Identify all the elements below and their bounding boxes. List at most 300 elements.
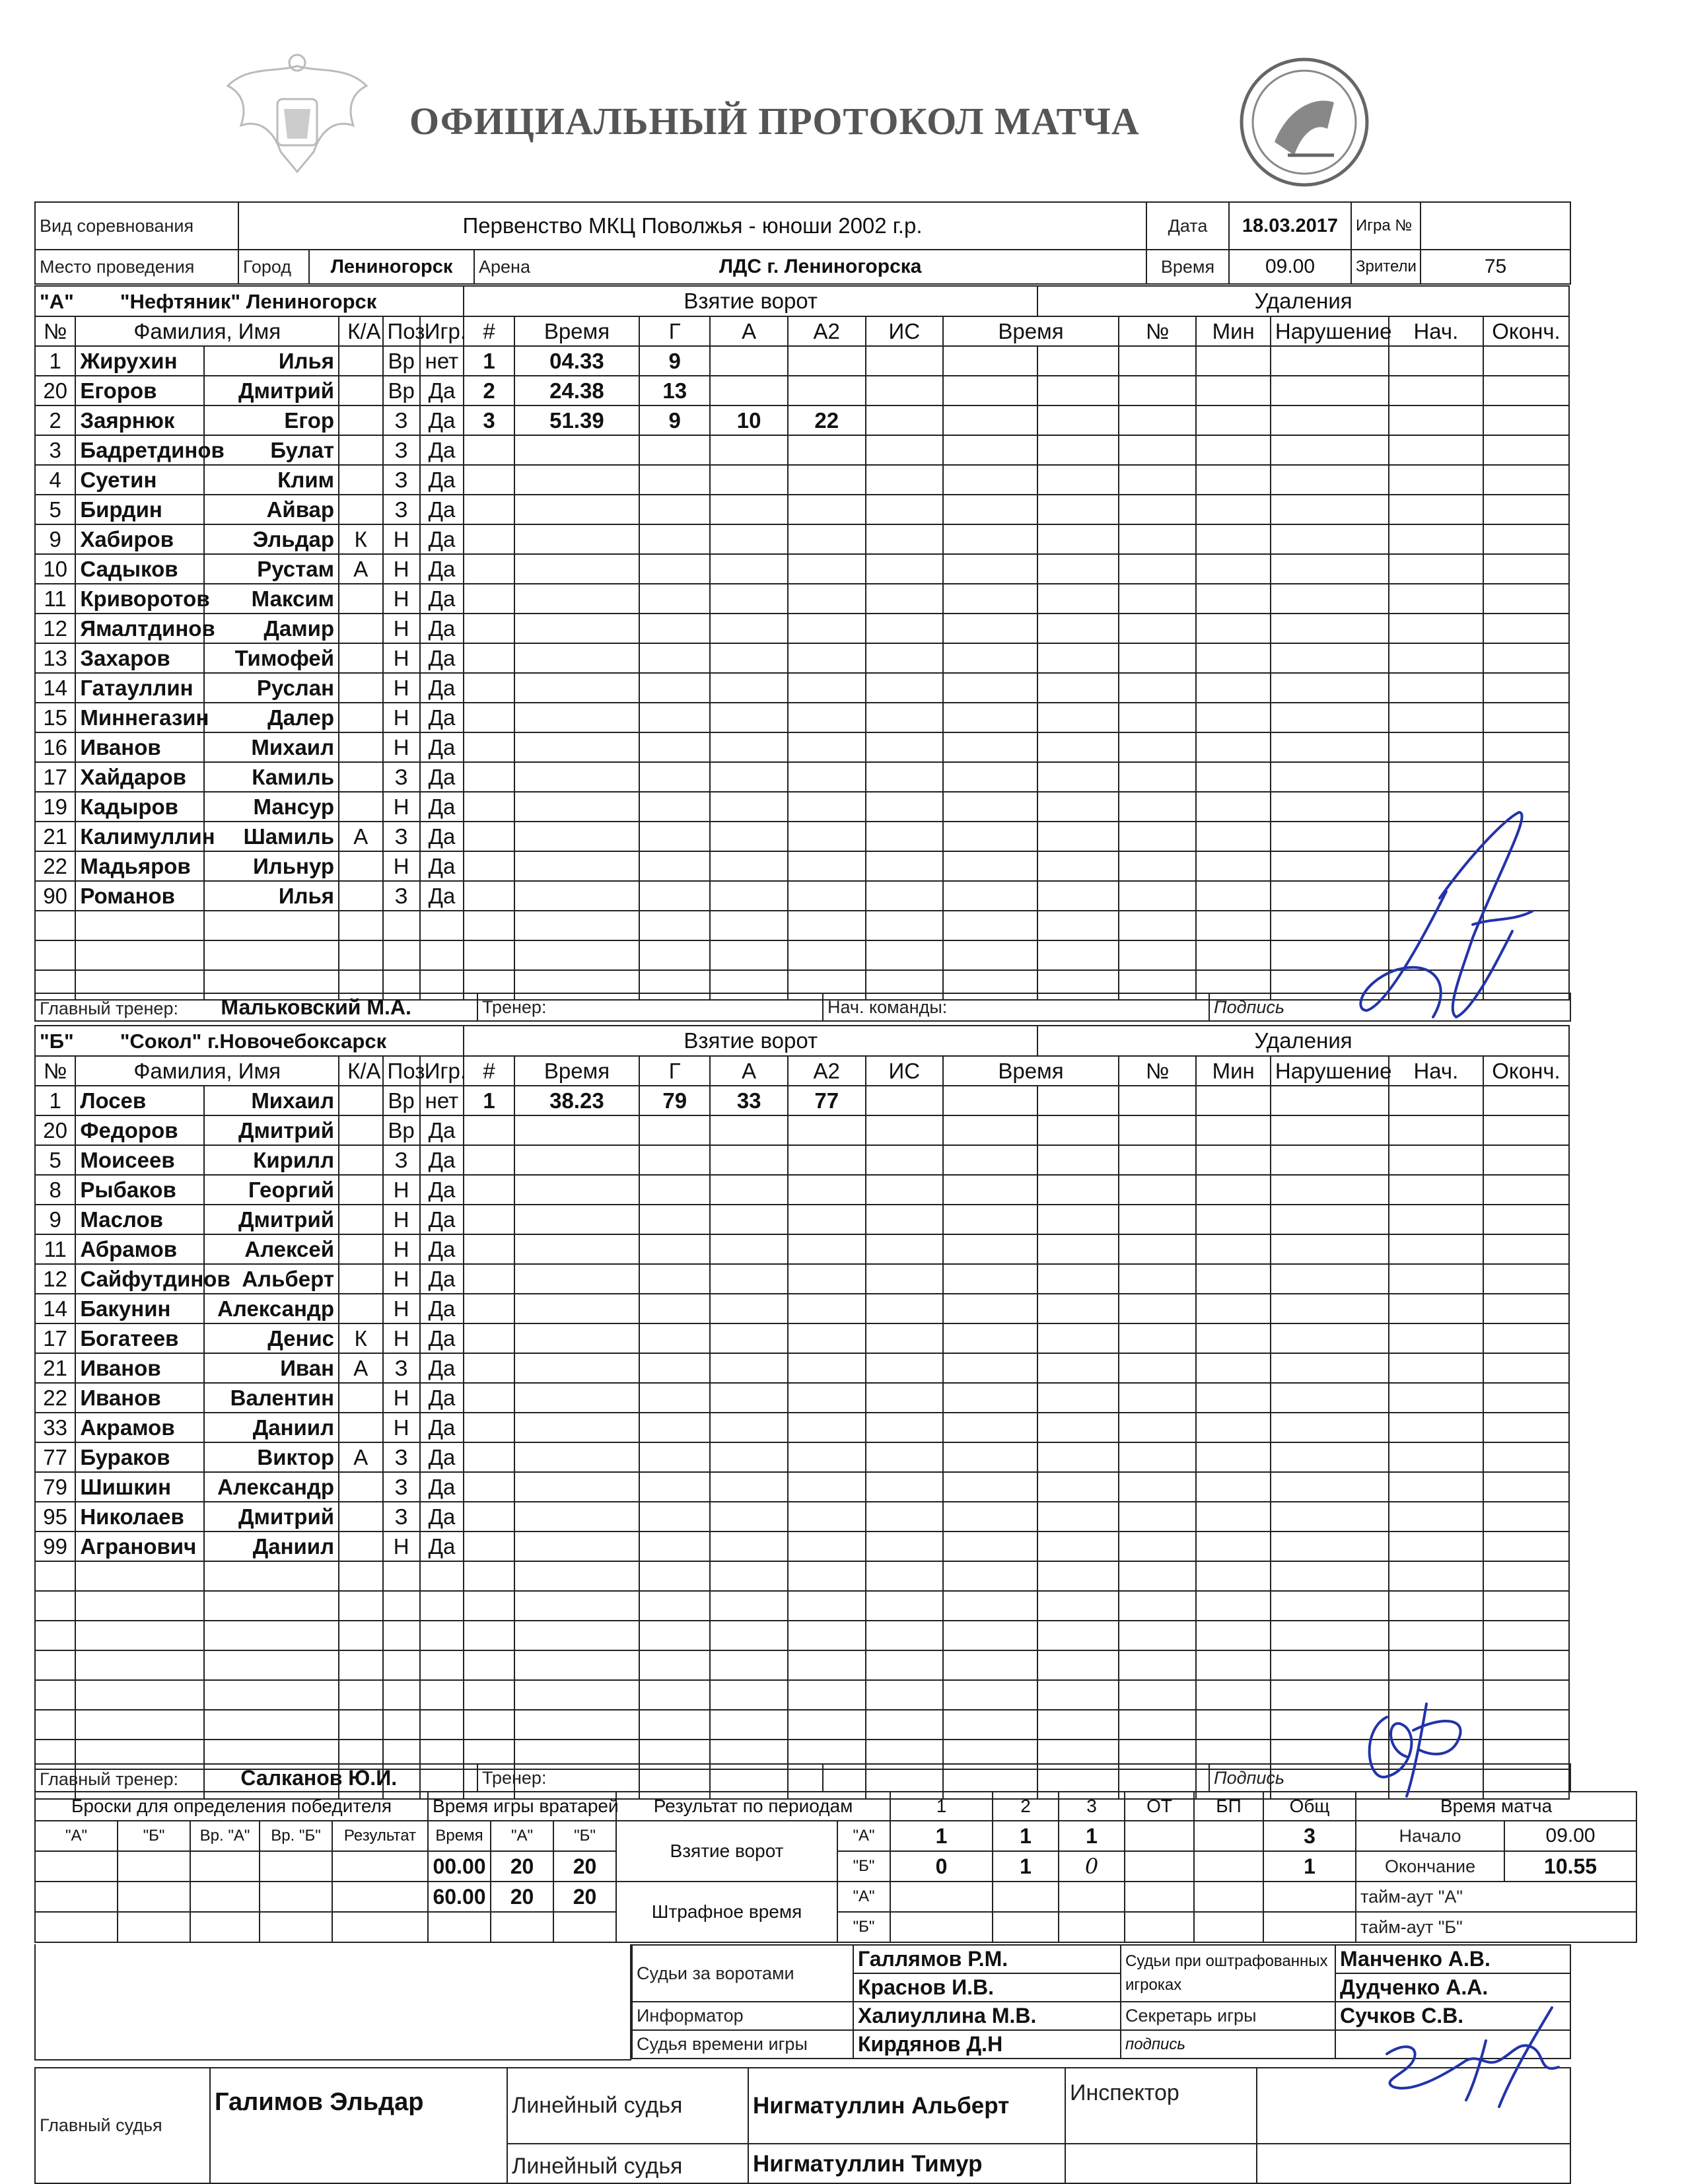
- team-b-goal-g: [639, 1175, 710, 1205]
- team-b-goal-n: [464, 1264, 514, 1294]
- goalie-row-1-time: 00.00: [428, 1851, 491, 1882]
- team-a-penalty-cell: [1196, 792, 1270, 822]
- team-a-penalty-cell: [1196, 376, 1270, 405]
- team-b-goal-a2: [788, 1680, 866, 1710]
- team-a-no: 20: [35, 376, 75, 405]
- team-b-ka: [339, 1472, 382, 1502]
- team-a-goal-n: [464, 524, 514, 554]
- team-a-penalty-cell: [1037, 732, 1119, 762]
- team-a-first: Егор: [204, 405, 339, 435]
- team-a-last: Криворотов: [75, 584, 203, 614]
- arena-value: ЛДС г. Лениногорска: [719, 256, 922, 277]
- team-a-coach: Мальковский М.А.: [221, 995, 411, 1019]
- team-a-penalty-cell: [1119, 940, 1197, 970]
- team-a-player-row: [35, 554, 1569, 584]
- team-a-plays: Да: [420, 881, 464, 911]
- team-a-goal-time: [514, 673, 639, 703]
- team-a-sign-label: Подпись: [1209, 993, 1570, 1021]
- team-a-goal-g: [639, 643, 710, 673]
- team-b-penalty-cell: [1119, 1353, 1197, 1383]
- team-b-penalty-cell: [1196, 1353, 1270, 1383]
- team-b-plays: [420, 1710, 464, 1740]
- team-b-goal-a2: [788, 1234, 866, 1264]
- team-b-penalty-cell: [1483, 1175, 1569, 1205]
- team-b-pos: З: [383, 1502, 420, 1532]
- team-b-plays: Да: [420, 1532, 464, 1561]
- team-a-coach-label: Главный тренер:: [40, 998, 178, 1018]
- team-b-plays: Да: [420, 1413, 464, 1442]
- team-b-goal-is: [866, 1175, 944, 1205]
- team-b-ka: [339, 1502, 382, 1532]
- team-b-goal-n: [464, 1680, 514, 1710]
- penalty-judge-2: Дудченко А.А.: [1335, 1973, 1570, 2002]
- team-a-ka: А: [339, 822, 382, 851]
- team-a-first: Эльдар: [204, 524, 339, 554]
- team-b-penalty-cell: [1389, 1086, 1483, 1115]
- score-a-total: 3: [1263, 1821, 1356, 1851]
- team-b-penalty-cell: [1389, 1502, 1483, 1532]
- team-b-goal-n: [464, 1115, 514, 1145]
- team-b-empty-row: [35, 1561, 1569, 1591]
- team-a-ka: [339, 881, 382, 911]
- team-b-last: Сайфутдинов: [75, 1264, 203, 1294]
- team-a-player-row: [35, 762, 1569, 792]
- team-a-goal-n: [464, 881, 514, 911]
- team-b-penalty-cell: [1196, 1532, 1270, 1561]
- team-b-goal-is: [866, 1591, 944, 1621]
- team-a-penalty-cell: [1389, 673, 1483, 703]
- team-a-goal-is: [866, 940, 944, 970]
- team-b-penalty-cell: [1483, 1264, 1569, 1294]
- team-b-penalty-cell: [1271, 1413, 1389, 1442]
- team-b-goal-is: [866, 1472, 944, 1502]
- team-a-col-no: №: [35, 316, 75, 346]
- team-b-player-row: [35, 1205, 1569, 1234]
- team-b-penalty-cell: [1483, 1323, 1569, 1353]
- team-b-goal-a2: [788, 1472, 866, 1502]
- team-a-col-a2: А2: [788, 316, 866, 346]
- team-b-last: Акрамов: [75, 1413, 203, 1442]
- team-b-no: 5: [35, 1145, 75, 1175]
- team-b-pos: [383, 1650, 420, 1680]
- team-a-player-row: [35, 881, 1569, 911]
- team-a-penalty-cell: [1271, 495, 1389, 524]
- team-b-plays: Да: [420, 1353, 464, 1383]
- team-a-penalty-cell: [1037, 911, 1119, 940]
- team-a-pos: З: [383, 881, 420, 911]
- team-a-plays: [420, 911, 464, 940]
- team-a-penalty-cell: [943, 940, 1037, 970]
- team-a-goal-is: [866, 851, 944, 881]
- team-b-penalty-cell: [1196, 1591, 1270, 1621]
- team-b-penalty-cell: [1483, 1234, 1569, 1264]
- team-b-goal-a2: [788, 1621, 866, 1650]
- team-a-plays: Да: [420, 435, 464, 465]
- team-a-goal-time: [514, 524, 639, 554]
- team-a-no: 10: [35, 554, 75, 584]
- team-a-goal-time: 24.38: [514, 376, 639, 405]
- team-a-goal-is: [866, 673, 944, 703]
- team-a-first: Дамир: [204, 614, 339, 643]
- team-b-goal-a: [710, 1413, 788, 1442]
- team-b-goal-a: [710, 1442, 788, 1472]
- team-a-goal-a2: [788, 911, 866, 940]
- team-a-penalty-cell: [1271, 405, 1389, 435]
- team-a-penalty-cell: [1037, 495, 1119, 524]
- team-a-first: Михаил: [204, 732, 339, 762]
- team-b-no: [35, 1650, 75, 1680]
- team-a-penalty-cell: [1119, 822, 1197, 851]
- informer: Халиуллина М.В.: [853, 2002, 1121, 2030]
- team-a-goals-title: Взятие ворот: [464, 286, 1037, 316]
- team-b-penalty-cell: [1119, 1680, 1197, 1710]
- team-b-plays: Да: [420, 1234, 464, 1264]
- team-b-penalty-cell: [943, 1413, 1037, 1442]
- team-b-penalty-cell: [1196, 1680, 1270, 1710]
- team-b-penalty-cell: [1119, 1205, 1197, 1234]
- team-b-penalty-cell: [1389, 1472, 1483, 1502]
- team-b-penalty-cell: [1037, 1294, 1119, 1323]
- goalie-row-2-a: 20: [491, 1882, 553, 1912]
- team-b-goal-a2: [788, 1323, 866, 1353]
- team-b-penalty-cell: [1196, 1175, 1270, 1205]
- team-b-penalty-cell: [1271, 1561, 1389, 1591]
- summary-pim-label: Штрафное время: [616, 1882, 837, 1942]
- team-b-plays: Да: [420, 1323, 464, 1353]
- team-a-penalty-cell: [1119, 405, 1197, 435]
- team-a-penalty-cell: [1483, 524, 1569, 554]
- team-a-col-goal-no: #: [464, 316, 514, 346]
- team-b-pos: [383, 1591, 420, 1621]
- team-b-pos: Вр: [383, 1086, 420, 1115]
- team-a-last: Заярнюк: [75, 405, 203, 435]
- arena-label: Арена: [479, 256, 530, 277]
- team-a-penalty-cell: [943, 911, 1037, 940]
- team-b-empty-row: [35, 1710, 1569, 1740]
- team-a-ka: [339, 911, 382, 940]
- team-b-penalty-cell: [1389, 1383, 1483, 1413]
- team-a-penalty-cell: [1271, 346, 1389, 376]
- team-b-penalty-cell: [1271, 1086, 1389, 1115]
- team-a-goal-is: [866, 376, 944, 405]
- team-a-goal-n: [464, 703, 514, 732]
- team-b-penalty-cell: [1389, 1145, 1483, 1175]
- team-a-no: 5: [35, 495, 75, 524]
- team-a-last: [75, 940, 203, 970]
- team-b-goal-is: [866, 1323, 944, 1353]
- team-a-plays: нет: [420, 346, 464, 376]
- team-b-pos: Н: [383, 1205, 420, 1234]
- team-a-goal-a2: [788, 762, 866, 792]
- team-a-col-time: Время: [514, 316, 639, 346]
- team-a-col-name: Фамилия, Имя: [75, 316, 339, 346]
- team-b-penalty-cell: [1119, 1710, 1197, 1740]
- team-b-goal-n: [464, 1710, 514, 1740]
- team-a-player-row: [35, 435, 1569, 465]
- team-a-name: "Нефтяник" Лениногорск: [120, 290, 377, 313]
- team-a-ka: [339, 614, 382, 643]
- team-a-col-pen-inf: Нарушение: [1271, 316, 1389, 346]
- team-a-goal-time: [514, 732, 639, 762]
- team-b-plays: [420, 1591, 464, 1621]
- team-a-goal-n: [464, 554, 514, 584]
- team-a-col-pos: Поз: [383, 316, 420, 346]
- team-a-penalty-cell: [1196, 703, 1270, 732]
- team-a-no: 2: [35, 405, 75, 435]
- team-a-penalty-cell: [943, 792, 1037, 822]
- team-b-penalty-cell: [1196, 1650, 1270, 1680]
- team-b-no: 9: [35, 1205, 75, 1234]
- team-b-penalty-cell: [1271, 1650, 1389, 1680]
- team-a-penalty-cell: [1196, 554, 1270, 584]
- team-a-goal-time: [514, 822, 639, 851]
- team-b-no: 12: [35, 1264, 75, 1294]
- team-b-plays: Да: [420, 1472, 464, 1502]
- team-a-penalty-cell: [1483, 465, 1569, 495]
- team-b-no: [35, 1621, 75, 1650]
- team-b-penalty-cell: [1483, 1561, 1569, 1591]
- team-b-title-cell: [35, 1026, 464, 1056]
- team-a-goal-is: [866, 584, 944, 614]
- team-b-goal-a: 33: [710, 1086, 788, 1115]
- shootout-col-result: Результат: [332, 1821, 428, 1851]
- team-a-penalty-cell: [1389, 732, 1483, 762]
- team-a-penalty-cell: [943, 495, 1037, 524]
- team-b-penalty-cell: [1271, 1115, 1389, 1145]
- team-b-penalty-cell: [943, 1145, 1037, 1175]
- score-a-bp: [1194, 1821, 1263, 1851]
- goalie-col-time: Время: [428, 1821, 491, 1851]
- team-a-penalty-cell: [1196, 643, 1270, 673]
- team-b-plays: Да: [420, 1264, 464, 1294]
- team-b-col-pen-start: Нач.: [1389, 1056, 1483, 1086]
- team-a-first: Далер: [204, 703, 339, 732]
- team-b-penalty-cell: [1196, 1502, 1270, 1532]
- team-a-penalty-cell: [1037, 524, 1119, 554]
- team-b-goal-is: [866, 1561, 944, 1591]
- team-a-goal-a: [710, 792, 788, 822]
- team-a-goal-time: [514, 940, 639, 970]
- team-a-penalty-cell: [1389, 465, 1483, 495]
- team-a-no: 3: [35, 435, 75, 465]
- team-a-pos: Н: [383, 851, 420, 881]
- team-a-penalty-cell: [1483, 435, 1569, 465]
- team-a-ka: [339, 643, 382, 673]
- team-a-goal-time: [514, 465, 639, 495]
- team-a-goal-g: [639, 732, 710, 762]
- team-a-no: 90: [35, 881, 75, 911]
- match-time-label: Время матча: [1356, 1792, 1636, 1821]
- team-a-goal-g: [639, 524, 710, 554]
- team-b-no: 77: [35, 1442, 75, 1472]
- team-a-goal-is: [866, 732, 944, 762]
- team-b-plays: Да: [420, 1294, 464, 1323]
- team-b-ka: [339, 1413, 382, 1442]
- team-b-plays: [420, 1680, 464, 1710]
- venue-label: Место проведения: [35, 250, 238, 284]
- team-b-goal-a2: [788, 1115, 866, 1145]
- team-b-player-row: [35, 1353, 1569, 1383]
- team-b-penalty-cell: [1389, 1353, 1483, 1383]
- team-b-first: [204, 1650, 339, 1680]
- period-1-header: 1: [890, 1792, 993, 1821]
- team-b-coach-label: Главный тренер:: [40, 1769, 178, 1789]
- team-b-plays: нет: [420, 1086, 464, 1115]
- team-a-penalty-cell: [1196, 614, 1270, 643]
- team-a-goal-n: [464, 911, 514, 940]
- team-b-goal-n: [464, 1294, 514, 1323]
- team-b-pos: Н: [383, 1532, 420, 1561]
- team-b-coach: Салканов Ю.И.: [240, 1765, 398, 1790]
- team-a-penalty-cell: [1196, 911, 1270, 940]
- team-a-penalty-cell: [943, 762, 1037, 792]
- team-b-player-row: [35, 1442, 1569, 1472]
- team-a-goal-g: [639, 554, 710, 584]
- team-a-penalty-cell: [1271, 584, 1389, 614]
- team-a-penalty-cell: [1037, 435, 1119, 465]
- team-b-goal-a: [710, 1175, 788, 1205]
- team-b-penalty-cell: [1196, 1264, 1270, 1294]
- team-a-title-cell: [35, 286, 464, 316]
- team-a-goal-time: [514, 495, 639, 524]
- team-a-first: Максим: [204, 584, 339, 614]
- team-a-no: 11: [35, 584, 75, 614]
- team-a-pos: З: [383, 822, 420, 851]
- team-a-col-is: ИС: [866, 316, 944, 346]
- team-b-first: Михаил: [204, 1086, 339, 1115]
- team-b-goal-n: [464, 1145, 514, 1175]
- team-a-penalty-cell: [943, 465, 1037, 495]
- team-b-goal-n: [464, 1175, 514, 1205]
- team-b-penalty-cell: [1483, 1502, 1569, 1532]
- team-b-player-row: [35, 1115, 1569, 1145]
- team-b-player-row: [35, 1264, 1569, 1294]
- team-a-no: 4: [35, 465, 75, 495]
- team-b-penalties-title: Удаления: [1037, 1026, 1569, 1056]
- team-b-penalty-cell: [1037, 1175, 1119, 1205]
- team-a-last: [75, 911, 203, 940]
- team-a-penalty-cell: [1119, 911, 1197, 940]
- team-a-goal-time: [514, 703, 639, 732]
- team-b-goal-time: 38.23: [514, 1086, 639, 1115]
- date-value: 18.03.2017: [1229, 202, 1351, 250]
- team-b-goal-time: [514, 1502, 639, 1532]
- hockey-federation-logo-icon: [1228, 56, 1380, 188]
- team-a-penalty-cell: [1119, 584, 1197, 614]
- team-b-penalty-cell: [1037, 1383, 1119, 1413]
- arena-cell: [474, 250, 1146, 284]
- team-b-penalty-cell: [1037, 1264, 1119, 1294]
- score-b-p2: 1: [993, 1851, 1059, 1882]
- team-b-penalty-cell: [943, 1294, 1037, 1323]
- team-b-ka: [339, 1561, 382, 1591]
- team-b-col-g: Г: [639, 1056, 710, 1086]
- team-b-goal-is: [866, 1621, 944, 1650]
- team-a-penalty-cell: [1271, 732, 1389, 762]
- team-b-penalty-cell: [1389, 1175, 1483, 1205]
- team-a-ka: [339, 346, 382, 376]
- team-b-ka: [339, 1175, 382, 1205]
- team-a-penalty-cell: [1037, 881, 1119, 911]
- team-b-goal-a2: [788, 1442, 866, 1472]
- team-a-goal-g: [639, 940, 710, 970]
- timekeeper: Кирдянов Д.Н: [853, 2030, 1121, 2059]
- team-b-goal-a: [710, 1234, 788, 1264]
- team-a-letter: "А": [40, 290, 74, 313]
- team-b-penalty-cell: [1119, 1294, 1197, 1323]
- team-b-goal-time: [514, 1650, 639, 1680]
- team-b-last: Моисеев: [75, 1145, 203, 1175]
- team-a-pos: Н: [383, 732, 420, 762]
- team-a-player-row: [35, 673, 1569, 703]
- match-start-label: Начало: [1356, 1821, 1504, 1851]
- team-b-penalty-cell: [1389, 1205, 1483, 1234]
- team-a-penalty-cell: [1196, 762, 1270, 792]
- team-b-player-row: [35, 1413, 1569, 1442]
- linesman-1: Нигматуллин Альберт: [748, 2068, 1065, 2144]
- team-b-goal-a2: [788, 1532, 866, 1561]
- team-a-goal-n: [464, 762, 514, 792]
- team-a-goal-a: [710, 673, 788, 703]
- team-b-last: [75, 1650, 203, 1680]
- team-b-col-goal-no: #: [464, 1056, 514, 1086]
- date-label: Дата: [1146, 202, 1229, 250]
- team-b-penalty-cell: [1483, 1383, 1569, 1413]
- team-a-pos: Н: [383, 584, 420, 614]
- team-a-col-plays: Игр.: [420, 316, 464, 346]
- team-a-plays: Да: [420, 405, 464, 435]
- shootout-label: Броски для определения победителя: [35, 1792, 428, 1821]
- team-b-ka: [339, 1383, 382, 1413]
- team-a-first: Мансур: [204, 792, 339, 822]
- team-a-pos: З: [383, 465, 420, 495]
- team-b-no: 20: [35, 1115, 75, 1145]
- team-a-penalty-cell: [1196, 881, 1270, 911]
- team-a-empty-row: [35, 911, 1569, 940]
- team-a-penalty-cell: [1037, 346, 1119, 376]
- team-a-penalty-cell: [1196, 435, 1270, 465]
- team-a-penalty-cell: [1119, 435, 1197, 465]
- team-b-goals-title: Взятие ворот: [464, 1026, 1037, 1056]
- team-b-goal-n: [464, 1323, 514, 1353]
- team-b-goal-a: [710, 1710, 788, 1740]
- team-b-ka: [339, 1234, 382, 1264]
- team-a-penalty-cell: [1119, 495, 1197, 524]
- team-b-goal-n: [464, 1621, 514, 1650]
- team-b-goal-a: [710, 1294, 788, 1323]
- team-b-goal-g: 79: [639, 1086, 710, 1115]
- team-b-ka: [339, 1650, 382, 1680]
- team-b-penalty-cell: [1271, 1532, 1389, 1561]
- team-a-goal-g: [639, 673, 710, 703]
- team-b-goal-is: [866, 1502, 944, 1532]
- team-a-no: [35, 940, 75, 970]
- team-a-goal-is: [866, 614, 944, 643]
- team-a-goal-a: [710, 762, 788, 792]
- goal-judges-label: Судьи за воротами: [632, 1945, 853, 2002]
- team-b-penalty-cell: [1483, 1680, 1569, 1710]
- team-a-last: Бадретдинов: [75, 435, 203, 465]
- period-total-header: Общ: [1263, 1792, 1356, 1821]
- team-a-plays: Да: [420, 495, 464, 524]
- team-b-goal-a: [710, 1680, 788, 1710]
- team-b-pos: Н: [383, 1323, 420, 1353]
- team-a-goal-a2: [788, 524, 866, 554]
- team-b-last: [75, 1561, 203, 1591]
- team-b-plays: Да: [420, 1205, 464, 1234]
- team-b-empty-row: [35, 1591, 1569, 1621]
- team-a-penalty-cell: [1037, 792, 1119, 822]
